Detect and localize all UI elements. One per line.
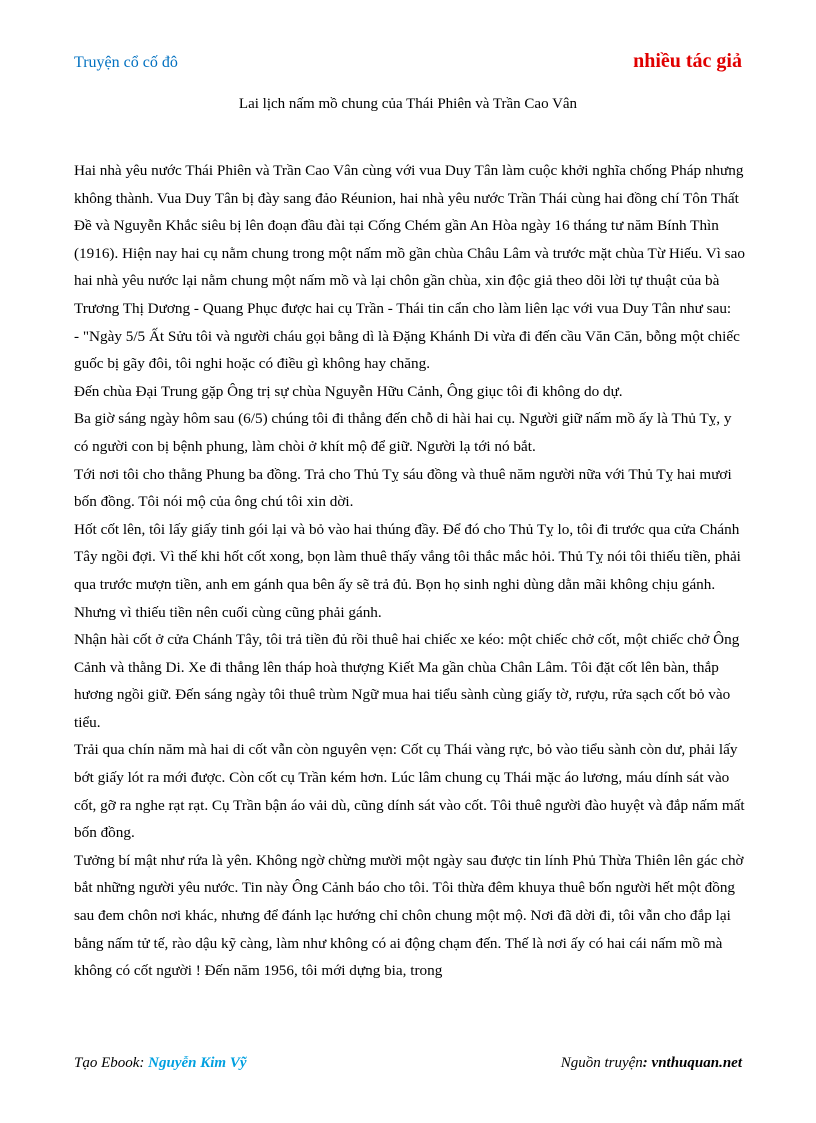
paragraph: Ba giờ sáng ngày hôm sau (6/5) chúng tôi đi thẳng đến chỗ di hài hai cụ. Người giữ nấm mồ ấy là Thủ Tỵ, y có người con bị bệnh phung, làm chòi ở khít mộ để giữ. Người lạ tới nó bắt. [74, 410, 732, 455]
ebook-creator-name: Nguyễn Kim Vỹ [148, 1055, 247, 1071]
source-credit [561, 1055, 742, 1072]
paragraph: Tới nơi tôi cho thằng Phung ba đồng. Trả cho Thủ Tỵ sáu đồng và thuê năm người nữa với Thủ Tỵ hai mươi bốn đồng. Tôi nói mộ của ông chú tôi xin dời. [74, 465, 732, 511]
paragraph: - "Ngày 5/5 Ất Sửu tôi và người cháu gọi bằng dì là Đặng Khánh Di vừa đi đến cầu Văn Căn, bỗng một chiếc guốc bị gãy đôi, tôi nghi hoặc có điều gì không hay chăng. [74, 327, 740, 373]
paragraph: Tưởng bí mật như rứa là yên. Không ngờ chừng mười một ngày sau được tin lính Phủ Thừa Thiên lên gác chờ bắt những người yêu nước. Tin này Ông Cảnh báo cho tôi. Tôi thừa đêm khuya thuê bốn người hết một đồng sau đem chôn nơi khác, nhưng để đánh lạc hướng chỉ chôn chung một mộ. Nơi đã dời đi, tôi vẫn cho đắp lại bằng nấm tử tế, rào dậu kỹ càng, làm như không có ai động chạm đến. Thế là nơi ấy có hai cái nấm mồ mà không có cốt người ! Đến năm 1956, tôi mới dựng bia, trong [74, 851, 744, 980]
page-footer [74, 1055, 742, 1079]
paragraph: Hốt cốt lên, tôi lấy giấy tinh gói lại và bỏ vào hai thúng đầy. Để đó cho Thủ Tỵ lo, tôi đi trước qua cửa Chánh Tây ngồi đợi. Vì thế khi hốt cốt xong, bọn làm thuê thấy vắng tôi thắc mắc hỏi. Thủ Tỵ nói tôi thiếu tiền, phải qua trước mượn tiền, anh em gánh qua bên ấy sẽ trả đủ. Bọn họ sinh nghi dùng dằn mãi không chịu gánh. Nhưng vì thiếu tiền nên cuối cùng cũng phải gánh. [74, 520, 741, 621]
page-header [74, 50, 742, 80]
source-credit-label: Nguồn truyện [560, 1055, 643, 1071]
ebook-credit-separator: : [139, 1055, 149, 1071]
paragraph: Đến chùa Đại Trung gặp Ông trị sự chùa Nguyễn Hữu Cảnh, Ông giục tôi đi không do dự. [74, 382, 623, 400]
paragraph: Nhận hài cốt ở cửa Chánh Tây, tôi trả tiền đủ rồi thuê hai chiếc xe kéo: một chiếc chở cốt, một chiếc chở Ông Cảnh và thằng Di. Xe đi thẳng lên tháp hoà thượng Kiết Ma gần chùa Chân Lâm. Tôi đặt cốt lên bàn, thắp hương ngồi giữ. Đến sáng ngày tôi thuê trùm Ngữ mua hai tiểu sành cùng giấy tờ, rượu, rửa sạch cốt bỏ vào tiểu. [74, 631, 740, 731]
collection-title: Truyện cổ cố đô [74, 54, 178, 71]
ebook-credit [74, 1055, 247, 1072]
source-credit-separator: : [642, 1055, 652, 1071]
story-body [74, 157, 746, 985]
author-label: nhiều tác giả [633, 50, 742, 72]
source-site: vnthuquan.net [651, 1055, 742, 1071]
paragraph: Hai nhà yêu nước Thái Phiên và Trần Cao Vân cùng với vua Duy Tân làm cuộc khởi nghĩa chống Pháp nhưng không thành. Vua Duy Tân bị đày sang đảo Réunion, hai nhà yêu nước Trần Thái cùng hai đồng chí Tôn Thất Đề và Nguyễn Khắc siêu bị lên đoạn đầu đài tại Cống Chém gần An Hòa ngày 16 tháng tư năm Bính Thìn (1916). Hiện nay hai cụ nằm chung trong một nấm mồ gần chùa Châu Lâm và trước mặt chùa Từ Hiếu. Vì sao hai nhà yêu nước lại nằm chung một nấm mồ và lại chôn gần chùa, xin độc giả theo dõi lời tự thuật của bà Trương Thị Dương - Quang Phục được hai cụ Trần - Thái tin cẩn cho làm liên lạc với vua Duy Tân như sau: [74, 162, 745, 317]
ebook-credit-label: Tạo Ebook [74, 1055, 140, 1071]
story-title: Lai lịch nấm mồ chung của Thái Phiên và Trần Cao Vân [238, 96, 578, 112]
paragraph: Trải qua chín năm mà hai di cốt vẫn còn nguyên vẹn: Cốt cụ Thái vàng rực, bỏ vào tiểu sành còn dư, phải lấy bớt giấy lót ra mới được. Còn cốt cụ Trần kém hơn. Lúc lâm chung cụ Thái mặc áo lương, máu dính sát vào cốt, gỡ ra nghe rạt rạt. Cụ Trần bận áo vải dù, cũng dính sát vào cốt. Tôi thuê người đào huyệt và đắp nấm mất bốn đồng. [74, 741, 745, 842]
